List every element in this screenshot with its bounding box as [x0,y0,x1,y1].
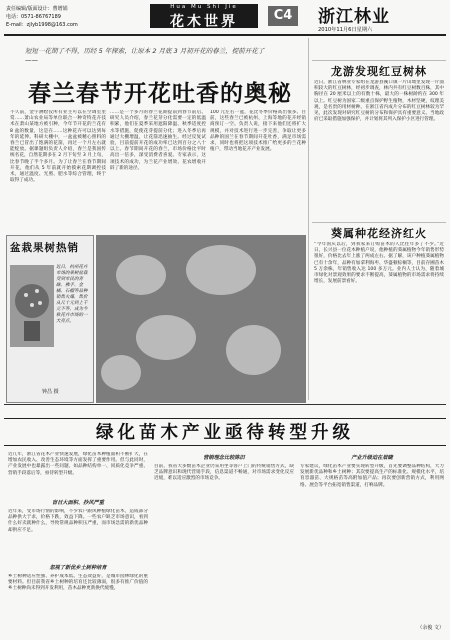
bottom-col2 [154,452,294,636]
bottom-byline: （余俊 文） [417,625,444,631]
bottom-col1 [8,452,148,636]
lead-paragraph: 短短一花期了不得，历经 5 年探索，让原本 2 月底 3 月初开花的春兰，提前开花了—— [25,47,265,64]
bottom-intro: 近几年，浙江省花木产业快速发展，绿化苗木种植面积不断扩大，在增加农民收入、改善生态环境等方面发挥了重要作用。但与此同时，产业发展中也暴露出一些问题，如品种结构单一、同质化竞争严重、营销手段落后等，亟待转型升级。 [8,452,148,476]
bonsai-title: 盆栽果树热销 [10,242,79,254]
orchid-photo [96,235,306,403]
header-contact-block [6,5,106,29]
section-4-body: 专家建议，绿化苗木产业要实现转型升级，首先要调整品种结构，大力发展新优品种和乡土树种；其次要提高生产的标准化、规模化水平，培育容器苗、大规格苗等高附加值产品；再次要创新营销方式，利用网络、展会等平台拓宽销售渠道，打响品牌。 [300,464,444,488]
bonsai-caption: 近日，杭州花卉市场的果树盆栽受到市民的青睐，佛手、金橘、石榴等品种销售火爆，售价从几十元到上千元不等，成为今秋花卉市场的一大亮点。 [56,265,88,324]
lead-headline: 春兰春节开花吐香的奥秘 [28,80,292,107]
right-mid-rule [312,222,446,223]
editor-line: 责任编辑/版面设计：曹增娟 [6,6,68,12]
section-1-body: 近年来，受市场行情的影响，不少农户跟风种植绿化苗木，造成部分品种供大于求，价格下跌，效益下降。一些农户缺乏市场意识，看到什么好卖就种什么，导致常规品种积压严重，而市场急需的新优品种却供应不足。 [8,509,148,533]
subhead-4: 产业升级迫在眉睫 [351,455,393,461]
red-bean-headline: 龙游发现红豆树林 [331,65,427,78]
subhead-2: 忽视了新优乡土树种培育 [49,565,107,571]
palm-body: “今年国庆以后，到我家来订购苗木的人比往年多了不少。”近日，长兴县一位花木种植户说，他种植的葵属植物今年销售形势很好，价格比去年上涨了两成左右。据了解，该户种植葵属植物已有十余年，品种有加拿利海枣、华盛顿棕榈等，目前存圃苗木 5 万余株，年销售收入达 100 多万元。业内人士认为，随着城市绿化对景观效果的要求不断提高，葵属植物的市场需求将持续增长，发展前景看好。 [314,242,444,285]
section-pinyin: Hua Mu Shi Jie [170,4,238,10]
newspaper-masthead: 浙江林业 [318,7,390,27]
bonsai-byline: 钟昌 摄 [42,389,59,395]
header-rule [4,34,446,36]
red-bean-body: 近日，浙江省林业专家组在龙游县溪口镇一片山坳里发现一片面积较大的红豆树林，经初步调查，林内共有红豆树数百株，其中胸径在 20 厘米以上的有数十株，最大的一株树龄约在 300 年以上。红豆树为国家二级重点保护野生植物，木材坚硬，纹理美观，是名贵的用材树种。在浙江省内成片分布的红豆树林较为罕见，此次发现对研究红豆树的分布和保护具有重要意义。当地政府已采取措施加强保护，并计划将其列入保护小区进行管理。 [314,80,444,123]
bottom-separator [4,404,446,405]
page-code-badge: C4 [268,6,298,26]
phone-line: 电话：0571-86767189 [6,14,61,20]
email-line: E-mail：zjlyb1998@163.com [6,22,78,28]
bottom-headline: 绿化苗木产业亟待转型升级 [4,418,446,446]
column-divider [308,38,309,400]
bonsai-photo [10,265,54,347]
section-2-body: 乡土树种适应性强、养护成本低、生态效益好，是城市园林绿化的重要材料。但目前我省乡土树种的培育还比较薄弱，很多有推广价值的乡土树种尚未得到开发利用，苗木品种更新换代缓慢。 [8,574,148,592]
right-top-rule [312,60,446,61]
section-title: 花木世界 [170,14,238,30]
issue-date: 2010年11月6日星期六 [318,27,373,33]
bottom-col3 [300,452,444,636]
lead-body-col1: 不久前，金宇测绘仪所有业主可以在空调室里赏……萧山农业局等单位联合一种奇特花卉技术在萧山某地方被引种，今年节开花的兰花有 8 盆的数量，这是在……这种花卉可以达到每年的延伸。科研大棚中，一盆盆被精心照料的春兰已冒出了饱满的花箭，再过一个月左右就能绽放。据课题组负责人介绍，春兰是我国传统名花，自然花期多在 2 月下旬至 3 月上旬，比春节晚了半个多月。为了让春兰在春节期间开花，他们从 5 年前就开始摸索花期调控技术，通过温度、光照、肥水等综合管理，终于取得了成功。 [10,110,106,184]
lead-body-col2: ……是一个多月的春兰花期提前到春节前后。研究人员介绍，春兰花芽分化需要一定的低温积累，他们在夏季采用遮阳降温、秋季适度控水等措施，促使花芽提前分化；进入冬季后再通过大棚增温，让花箭迅速抽生。经过反复试验，目前提前开花的成功率已达到百分之八十以上。春节期间开花的春兰，市场价格比平时高出一倍多，深受消费者喜爱。专家表示，这项技术的成功，为兰花产业增效、花农增收开辟了新的途径。 [110,110,206,171]
subhead-3: 营销理念比较陈旧 [203,455,245,461]
subhead-1: 盲目大面积、抄风严重 [52,500,104,506]
section-3-body: 目前，我省大多数苗木企业仍采用坐等客户上门的传统销售方式，缺乏品牌意识和现代营销手段，信息渠道不畅通，对市场需求变化反应迟缓，难以适应激烈的市场竞争。 [154,464,294,482]
palm-headline: 葵属种花经济红火 [331,227,427,240]
lead-body-col3: 100 元左右一盆，花比冬季价格高出很多。目前，这些春兰已被杭州、上海等地的花卉经销商预订一空。负责人说，接下来他们还将扩大规模，并对技术进行进一步完善，争取让更多品种的国兰在春节期间开花吐香，满足市场需求，同时也将把这项技术推广给更多的兰花种植户，带动当地花卉产业发展。 [210,110,306,153]
